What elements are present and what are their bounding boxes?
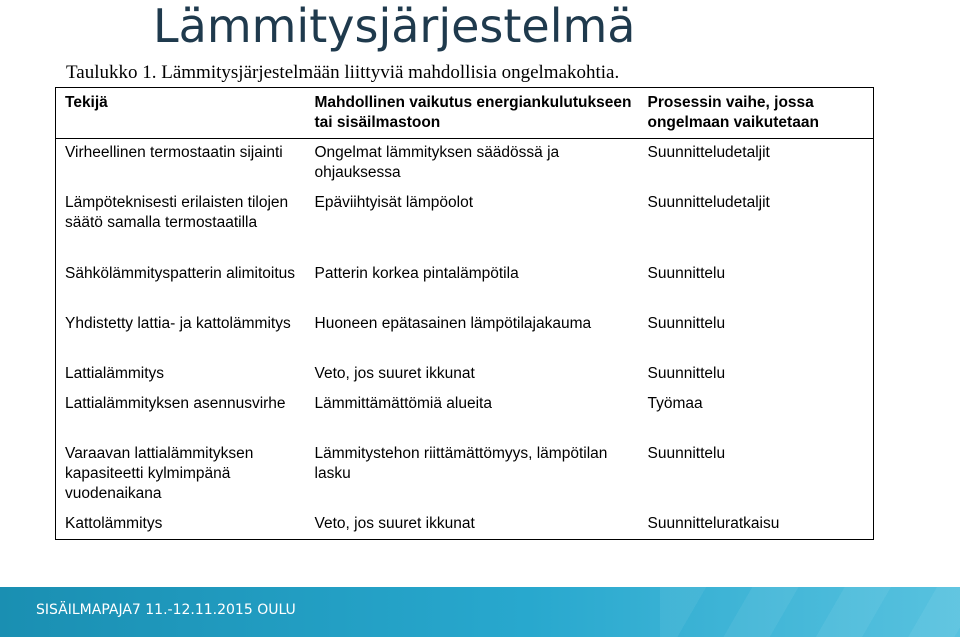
table-row	[56, 510, 874, 540]
factor-cell: Sähkölämmityspatterin alimitoitus	[65, 264, 296, 282]
impact-cell: Lämmittämättömiä alueita	[314, 394, 492, 412]
table-row	[56, 189, 874, 260]
table-row	[56, 139, 874, 189]
header-impact: Mahdollinen vaikutus energiankulutukseen tai sisäilmastoon	[306, 88, 639, 139]
footer-band	[0, 587, 960, 637]
factor-cell: Virheellinen termostaatin sijainti	[65, 144, 283, 161]
factor-cell: Kattolämmitys	[65, 514, 163, 532]
problem-table	[55, 87, 874, 540]
impact-cell: Lämmitystehon riittämättömyys, lämpötilan lasku	[314, 444, 608, 482]
phase-cell: Työmaa	[647, 394, 703, 412]
footer-event-label: SISÄILMAPAJA7 11.-12.11.2015 OULU	[36, 602, 296, 618]
table-row	[56, 260, 874, 310]
impact-cell: Huoneen epätasainen lämpötilajakauma	[314, 314, 592, 332]
header-process-phase: Prosessin vaihe, jossa ongelmaan vaikutetaan	[639, 88, 874, 139]
impact-cell: Ongelmat lämmityksen säädössä ja ohjauksessa	[314, 144, 560, 181]
table-row	[56, 390, 874, 440]
header-factor: Tekijä	[56, 88, 306, 139]
table-row	[56, 440, 874, 510]
phase-cell: Suunnitteluratkaisu	[647, 514, 780, 532]
table-row	[56, 310, 874, 360]
factor-cell: Lattialämmityksen asennusvirhe	[65, 394, 286, 412]
table-caption: Taulukko 1. Lämmitysjärjestelmään liittyviä mahdollisia ongelmakohtia.	[66, 62, 620, 83]
table-row	[56, 360, 874, 390]
page-title: Lämmitysjärjestelmä	[153, 0, 636, 53]
table-header-row	[56, 88, 874, 139]
impact-cell: Epäviihtyisät lämpöolot	[314, 193, 474, 211]
factor-cell: Varaavan lattialämmityksen kapasiteetti kylmimpänä vuodenaikana	[65, 444, 254, 502]
phase-cell: Suunnitteludetaljit	[647, 193, 770, 211]
impact-cell: Patterin korkea pintalämpötila	[314, 264, 519, 282]
phase-cell: Suunnittelu	[647, 364, 726, 382]
impact-cell: Veto, jos suuret ikkunat	[314, 514, 475, 532]
phase-cell: Suunnittelu	[647, 314, 726, 332]
impact-cell: Veto, jos suuret ikkunat	[314, 364, 475, 382]
phase-cell: Suunnittelu	[647, 264, 726, 282]
footer-decoration	[660, 587, 960, 637]
factor-cell: Lämpöteknisesti erilaisten tilojen säätö samalla termostaatilla	[65, 193, 289, 231]
phase-cell: Suunnitteludetaljit	[647, 144, 770, 161]
phase-cell: Suunnittelu	[647, 444, 726, 462]
factor-cell: Lattialämmitys	[65, 364, 165, 382]
factor-cell: Yhdistetty lattia- ja kattolämmitys	[65, 314, 291, 332]
